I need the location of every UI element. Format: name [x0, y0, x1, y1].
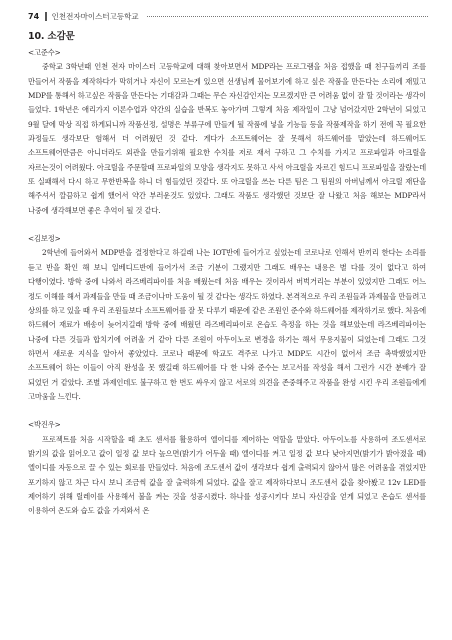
page-number: 74 — [28, 11, 40, 21]
entry-park-jinwoo — [28, 418, 426, 518]
entry-text: 2학년에 들어와서 MDP반을 결정한다고 하길래 나는 IOT반에 들어가고 싶었는데 코로나로 인해서 반끼리 한다는 소리를 듣고 반을 확인 해 보니 일베디드반에 들어가서 조금 기분이 그랬지만 그래도 배우는 내용은 별 다를 것이 없다고 하여 다행이였다. 방학 중에 나와서 라즈베리파이를 처음 배웠는데 처음 배우는 것이라서 버벅거리는 부분이 있었지만 그래도 어느 정도 이해를 해서 과제들을 만들 때 조금이나마 도움이 될 것 같다는 생각도 하였다. 본격적으로 우리 조원들과 과제물을 만들려고 상의를 하고 있을 때 우리 조원들보다 소프트웨어를 잘 못 다루기 때문에 같은 조원인 준수와 하드웨어를 제작하기로 했다. 처음에 하드웨어 재료가 배송이 늦어지길래 방학 중에 배웠던 라즈베리파이로 온습도 측정을 하는 것을 해보았는데 라즈베리파이는 나중에 다른 것들과 합치기에 어려울 거 같아 다른 조원이 아두이노로 변경을 하기는 해서 무용지물이 되었는데 그래도 그것 하면서 새로운 지식을 알아서 좋았었다. 코로나 때문에 학교도 격주로 나가고 MDP도 시간이 없어서 조금 촉박했었지만 소프트웨어 하는 이들이 아직 완성을 못 했길래 하드웨어를 다 한 나와 준수는 보고서를 작성을 해서 그런가 시간 분배가 잘 되었던 거 같았다. 조별 과제인데도 불구하고 한 번도 싸우지 않고 서로의 의견을 존중해주고 작품을 완성 시킨 우리 조원들에게 고마움을 느낀다. — [28, 248, 426, 401]
section-title: 10. 소감문 — [28, 31, 75, 42]
document-body — [28, 29, 426, 519]
entry-text: 중학교 3학년때 인천 전자 마이스터 고등학교에 대해 찾아보면서 MDP라는 프로그램을 처음 접했을 때 친구들끼리 조를 만들어서 작품을 제작하다가 막히거나 자신이 모르는게 있으면 선생님께 물어보기에 하고 싶은 작품을 만든다는 소리에 재밌고 MDP를 통해서 하고싶은 작품을 만든다는 기대감과 그때는 무슨 자신감인지는 모르겠지만 큰 어려움 없이 잘 할 것이라는 생각이 들었다. 1학년은 애리가지 이론수업과 약간의 실습을 반복도 놓아가며 그렇게 처음 제작일이 그냥 넘어갔지만 2학년이 되었고 9월 달에 막상 직접 하게되니까 작품선정, 설명은 부류구에 만들게 될 작품에 넣을 기능들 등을 작품제작을 하기 전에 꼭 필요한 과정들도 생각보단 험해서 더 어려웠던 것 같다. 게다가 소프트웨어는 잘 못해서 하드웨어를 맡았는데 하드웨어도 소프트웨어만큼은 아니더라도 외관을 만들기위해 필요한 수치를 저로 재서 구하고 그 수치를 가지고 프로파일과 아크릴을 자르는것이 어려웠다. 아크릴을 주문할때 프로파일의 모양을 생각지도 못하고 사서 아크릴을 자르긴 힘드니 프로파일을 잘랐는데 또 실패해서 다시 하고 무한반복을 하니 더 힘들었던 것같다. 또 아크릴을 쓰는 다른 팀은 그 팀원의 아버님께서 아크릴 재단을 해주셔서 깔끔하고 쉽게 했어서 약간 부러운것도 있었다. 그래도 작품도 생각했던 것보단 잘 나왔고 처음 해보는 MDP라서 나중에 생각해보면 좋은 추억이 될 것 같다. — [28, 62, 426, 215]
entry-text: 프로젝트를 처음 시작할을 때 초도 센서를 활용하여 엘이디를 제어하는 역할을 맡았다. 아두이노를 사용하여 조도센서로 밝기의 값을 읽어오고 값이 일정 값 보다 높으면(밝기가 어두울 때) 엘이디를 켜고 일정 값 보다 낮아지면(밝기가 밝아졌을 때) 엘이디를 자동으로 끌 수 있는 회로를 만들었다. 처음에 조도센서 값이 생각보다 쉽게 출력되지 않아서 많은 어려움을 겪었지만 포기하지 않고 차근 다시 보니 조금씩 값을 잘 출력하게 되었다. 값을 잘고 제작하다보니 조도센서 값을 찾아봤고 12v LED를 제어하기 위해 릴레이를 사용해서 불을 켜는 것을 성공시켰다. 하나를 성공시키다 보니 자신감을 얻게 되었고 온습도 센서를 이용하여 온도와 습도 값을 가져와서 온 — [28, 434, 426, 516]
journal-title: 인천전자마이스터고등학교 — [51, 11, 139, 21]
page-header — [28, 9, 428, 23]
entry-go-junsu — [28, 46, 426, 218]
entry-author: <박진우> — [28, 420, 61, 430]
header-leader-line — [147, 16, 428, 17]
entry-author: <김보정> — [28, 234, 61, 244]
entry-kim-bojeong — [28, 232, 426, 404]
entry-author: <고준수> — [28, 48, 61, 57]
header-separator — [45, 12, 47, 21]
